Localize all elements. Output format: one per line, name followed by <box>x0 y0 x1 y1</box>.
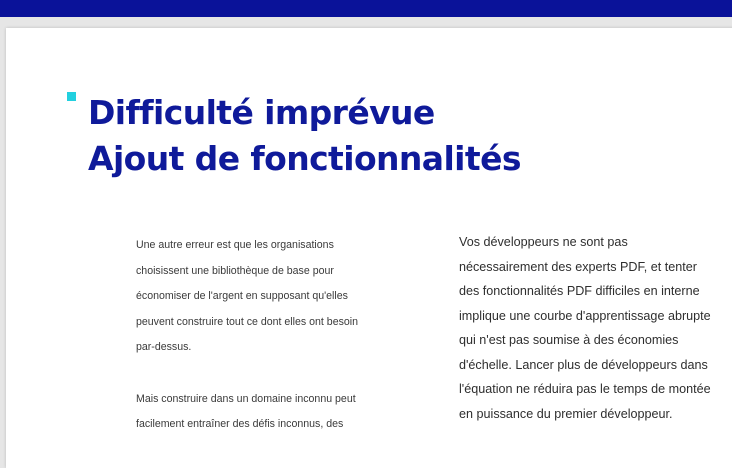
heading-line-2: Ajout de fonctionnalités <box>88 139 521 178</box>
top-banner <box>0 0 732 17</box>
text-line: en puissance du premier développeur. <box>459 406 673 421</box>
left-paragraph-1 <box>136 233 396 361</box>
text-line: des fonctionnalités PDF difficiles en interne <box>459 284 700 298</box>
right-text-column <box>459 230 732 426</box>
text-line: qui n'est pas soumise à des économies <box>459 333 679 347</box>
left-text-column <box>136 233 396 463</box>
left-paragraph-2 <box>136 387 396 438</box>
text-line: choisissent une bibliothèque de base pour <box>136 264 334 277</box>
heading-line-1: Difficulté imprévue <box>88 93 435 132</box>
text-line: facilement entraîner des défis inconnus, des <box>136 418 344 431</box>
section-heading <box>88 90 521 182</box>
text-line: économiser de l'argent en supposant qu'elles <box>136 290 348 303</box>
text-line: l'équation ne réduira pas le temps de montée <box>459 382 711 396</box>
text-line: peuvent construire tout ce dont elles ont besoin <box>136 315 359 328</box>
text-line: nécessairement des experts PDF, et tenter <box>459 259 697 274</box>
right-paragraph-1 <box>459 230 732 426</box>
text-line: par-dessus. <box>136 341 192 354</box>
text-line: implique une courbe d'apprentissage abrupte <box>459 308 711 323</box>
text-line: d'échelle. Lancer plus de développeurs dans <box>459 357 708 372</box>
accent-square-bullet <box>67 92 76 101</box>
text-line: Une autre erreur est que les organisations <box>136 239 334 251</box>
text-line: Vos développeurs ne sont pas <box>459 235 628 249</box>
text-line: Mais construire dans un domaine inconnu peut <box>136 392 356 405</box>
